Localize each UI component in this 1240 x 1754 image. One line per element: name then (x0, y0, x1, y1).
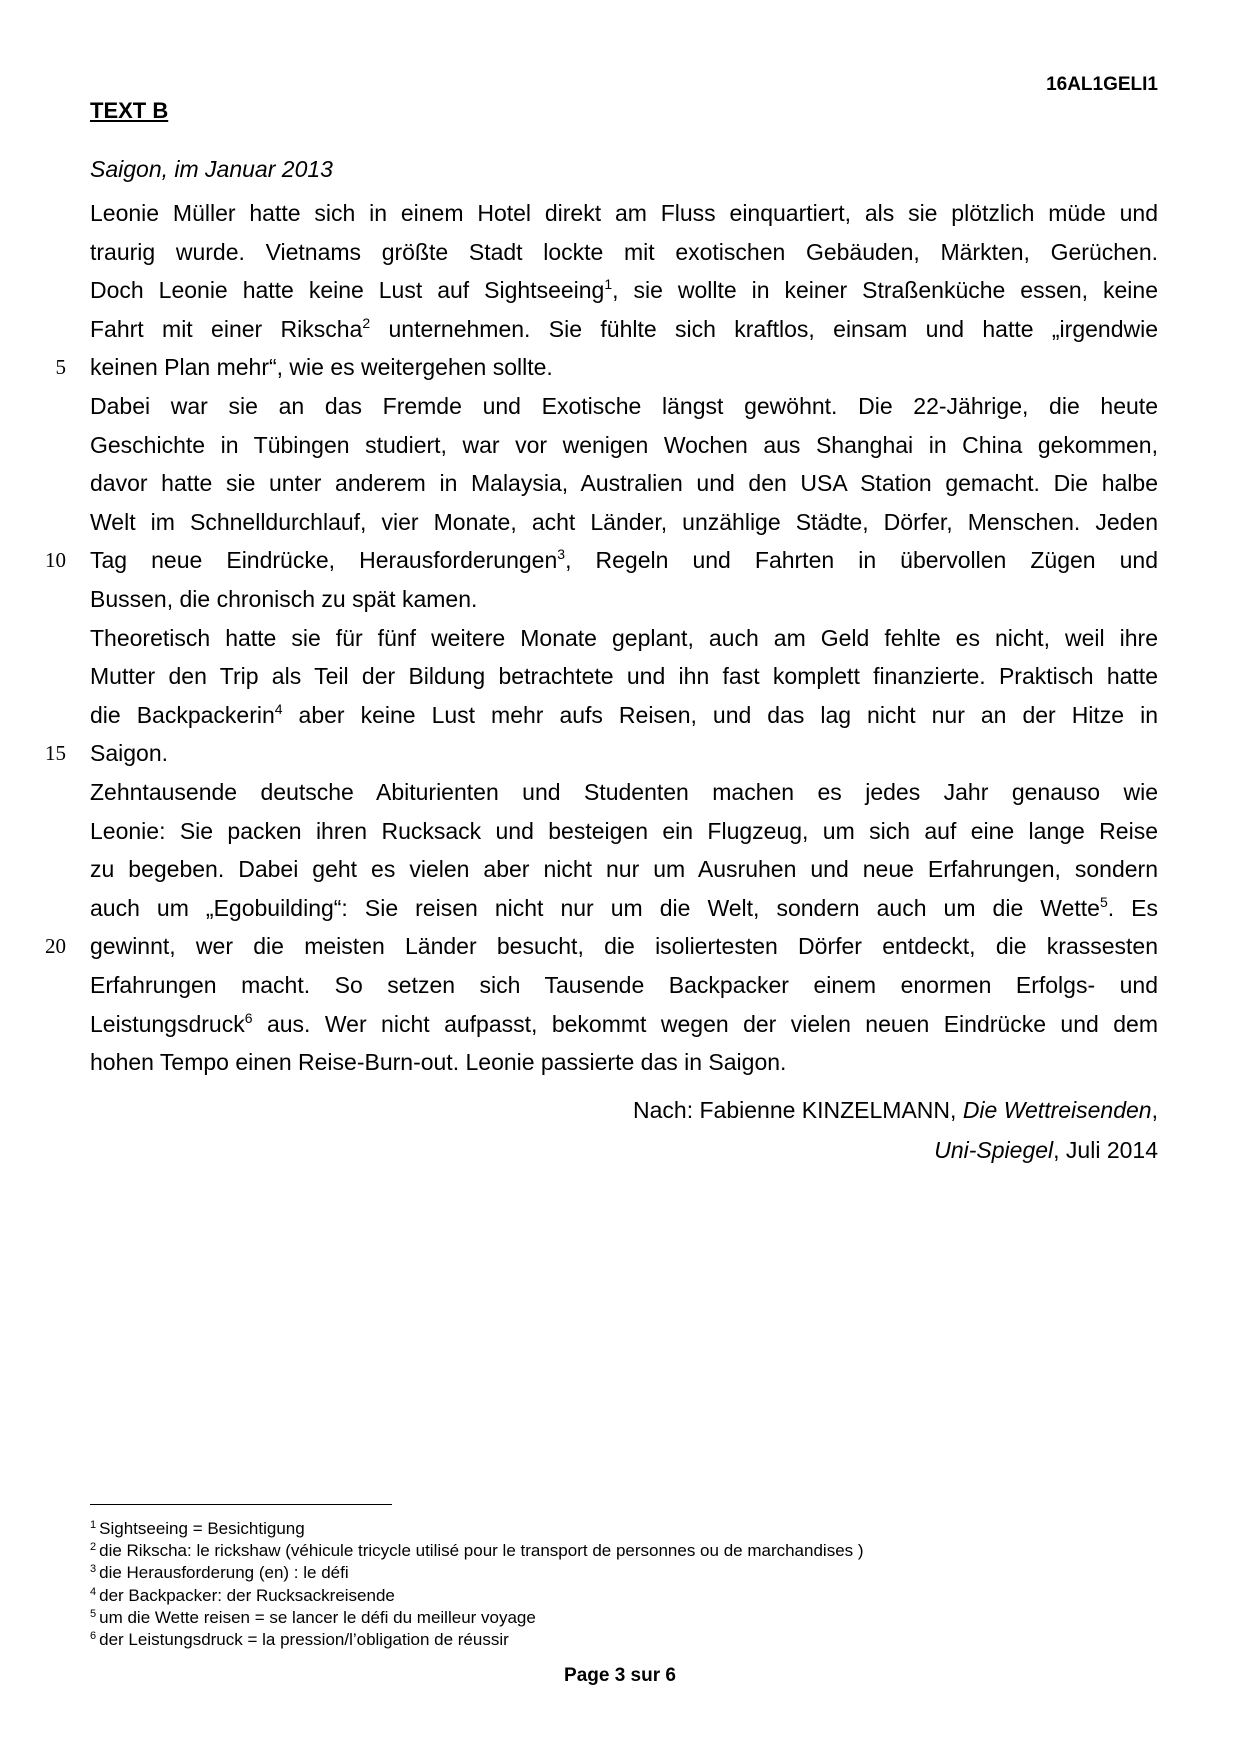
footnote-number: 6 (90, 1630, 97, 1642)
text-line: Leonie: Sie packen ihren Rucksack und besteigen ein Flugzeug, um sich auf eine lange Reise (90, 817, 1158, 844)
text-segment: Leistungsdruck (90, 1010, 245, 1037)
footnote (90, 1607, 536, 1629)
source-article: Die Wettreisenden (962, 1097, 1152, 1123)
page-number: Page 3 sur 6 (564, 1665, 676, 1686)
text-segment: auch um „Egobuilding“: Sie reisen nicht nur um die Welt, sondern auch um die Wette (90, 894, 1100, 921)
footnote-text: der Leistungsdruck = la pression/l’obligation de réussir (99, 1630, 509, 1649)
text-line (90, 313, 1158, 345)
text-line (90, 544, 1158, 576)
source-comma: , (1151, 1097, 1158, 1123)
text-line: davor hatte sie unter anderem in Malaysia, Australien und den USA Station gemacht. Die halbe (90, 470, 1158, 497)
source-magazine: Uni-Spiegel (934, 1137, 1054, 1163)
footnote-number: 2 (90, 1541, 97, 1554)
footnote (90, 1629, 509, 1651)
footnote-text: Sightseeing = Besichtigung (99, 1519, 305, 1538)
footnote (90, 1540, 864, 1562)
source-line-2 (560, 1134, 1158, 1166)
text-line: traurig wurde. Vietnams größte Stadt lockte mit exotischen Gebäuden, Märkten, Gerüchen. (90, 238, 1158, 265)
footnote (90, 1562, 349, 1584)
line-number: 10 (45, 548, 66, 573)
document-code: 16AL1GELI1 (1046, 74, 1158, 95)
footnote-marker: 3 (557, 546, 566, 563)
text-line: keinen Plan mehr“, wie es weitergehen sollte. (90, 354, 553, 381)
text-segment: unternehmen. Sie fühlte sich kraftlos, einsam und hatte „irgendwie (370, 315, 1158, 342)
line-number: 5 (55, 355, 66, 380)
dateline: Saigon, im Januar 2013 (90, 156, 333, 182)
footnote-marker: 4 (274, 700, 283, 717)
text-line: Mutter den Trip als Teil der Bildung betrachtete und ihn fast komplett finanzierte. Praktisch hatte (90, 663, 1158, 690)
text-line: gewinnt, wer die meisten Länder besucht, die isoliertesten Dörfer entdeckt, die krassesten (90, 933, 1158, 960)
footnote-marker: 2 (362, 314, 371, 331)
text-line: Erfahrungen macht. So setzen sich Tausende Backpacker einem enormen Erfolgs- und (90, 972, 1158, 998)
footnote-number: 1 (90, 1519, 97, 1531)
text-line (90, 699, 1158, 731)
text-line (90, 1008, 1158, 1040)
footnote-marker: 5 (1099, 893, 1108, 910)
text-line: Dabei war sie an das Fremde und Exotische längst gewöhnt. Die 22-Jährige, die heute (90, 393, 1158, 419)
footnote-text: der Backpacker: der Rucksackreisende (99, 1585, 395, 1605)
footnote-divider (90, 1504, 392, 1505)
section-title: TEXT B (90, 98, 169, 123)
text-segment: , Regeln und Fahrten in übervollen Zügen und (565, 547, 1159, 574)
text-segment: , sie wollte in keiner Straßenküche essen, keine (612, 277, 1159, 304)
text-segment: aber keine Lust mehr aufs Reisen, und das lag nicht nur an der Hitze in (282, 701, 1158, 728)
footnote-marker: 6 (244, 1009, 253, 1026)
source-date: , Juli 2014 (1053, 1137, 1158, 1163)
text-line: Welt im Schnelldurchlauf, vier Monate, acht Länder, unzählige Städte, Dörfer, Menschen. Jeden (90, 508, 1158, 535)
text-line: Zehntausende deutsche Abiturienten und Studenten machen es jedes Jahr genauso wie (90, 779, 1158, 805)
text-segment: . Es (1107, 894, 1159, 921)
text-segment: Doch Leonie hatte keine Lust auf Sightseeing (90, 277, 605, 304)
footnote-text: die Rikscha: le rickshaw (véhicule tricycle utilisé pour le transport de personnes ou de marchandises ) (99, 1541, 864, 1561)
text-line (90, 274, 1158, 306)
text-line: Bussen, die chronisch zu spät kamen. (90, 586, 478, 612)
footnote-marker: 1 (604, 276, 613, 293)
source-line-1 (560, 1094, 1158, 1126)
footnote (90, 1518, 305, 1540)
source-prefix: Nach: Fabienne KINZELMANN, (633, 1097, 963, 1123)
line-number: 15 (45, 741, 66, 766)
text-line: zu begeben. Dabei geht es vielen aber nicht nur um Ausruhen und neue Erfahrungen, sondern (90, 856, 1158, 883)
text-segment: Fahrt mit einer Rikscha (90, 315, 363, 342)
footnote-number: 5 (90, 1607, 97, 1620)
footnote-number: 4 (90, 1585, 97, 1598)
text-segment: aus. Wer nicht aufpasst, bekommt wegen der vielen neuen Eindrücke und dem (252, 1010, 1158, 1037)
text-line: hohen Tempo einen Reise-Burn-out. Leonie passierte das in Saigon. (90, 1049, 787, 1076)
footnote-text: die Herausforderung (en) : le défi (99, 1563, 349, 1583)
text-line: Leonie Müller hatte sich in einem Hotel direkt am Fluss einquartiert, als sie plötzlich müde und (90, 200, 1158, 226)
text-segment: die Backpackerin (90, 701, 275, 728)
line-number: 20 (45, 934, 66, 959)
text-segment: Tag neue Eindrücke, Herausforderungen (90, 547, 558, 574)
footnote-number: 3 (90, 1563, 97, 1576)
text-line: Geschichte in Tübingen studiert, war vor wenigen Wochen aus Shanghai in China gekommen, (90, 431, 1158, 458)
footnote (90, 1585, 395, 1607)
text-line (90, 892, 1158, 924)
footnote-text: um die Wette reisen = se lancer le défi du meilleur voyage (99, 1607, 536, 1627)
text-line: Saigon. (90, 740, 169, 767)
text-line: Theoretisch hatte sie für fünf weitere Monate geplant, auch am Geld fehlte es nicht, weil ihre (90, 624, 1158, 651)
